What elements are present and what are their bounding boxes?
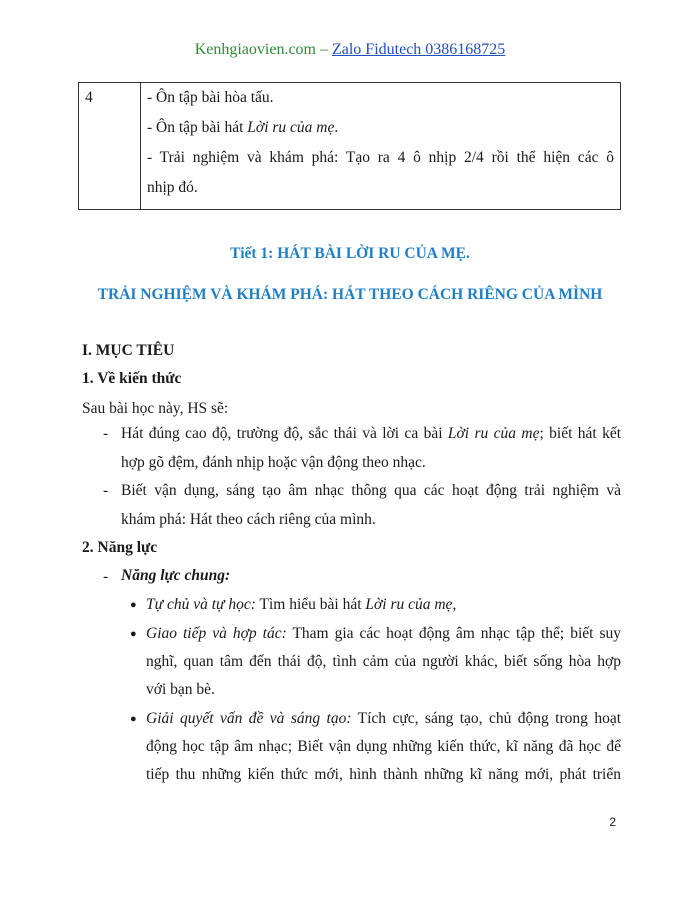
knowledge-item-2-line-2: khám phá: Hát theo cách riêng của mình. [121,511,376,528]
list-item: - Trải nghiệm và khám phá: Tạo ra 4 ô nhịp 2/4 rồi thể hiện các ô [147,149,614,166]
bullet-icon: ● [130,713,137,725]
competence-item-3-line-3: tiếp thu những kiến thức mới, hình thành những kĩ năng mới, phát triển [146,766,621,783]
activity-title: TRẢI NGHIỆM VÀ KHÁM PHÁ: HÁT THEO CÁCH RIÊNG CỦA MÌNH [97,286,603,303]
competence-item-3-line-1: Giải quyết vấn đề và sáng tạo: Tích cực, sáng tạo, chủ động trong hoạt [146,710,622,727]
competence-item-3-line-2: động học tập âm nhạc; Biết vận dụng những kiến thức, kĩ năng đã học để [146,738,621,755]
header-contact-link[interactable]: Zalo Fidutech 0386168725 [331,41,506,58]
dash-marker: - [103,568,109,585]
header-separator: – [319,41,328,58]
table-row [79,83,621,210]
knowledge-item-1-line-1: Hát đúng cao độ, trường độ, sắc thái và lời ca bài Lời ru của mẹ; biết hát kết [121,425,622,442]
list-item: nhịp đó. [147,179,198,196]
dash-marker: - [103,482,109,499]
subheading-competence: 2. Năng lực [82,539,158,556]
period-content [141,83,621,210]
competence-item-1: Tự chủ và tự học: Tìm hiểu bài hát Lời ru của mẹ, [146,596,457,613]
competence-item-2-line-3: với bạn bè. [146,681,215,698]
general-competence-label: Năng lực chung: [121,567,231,584]
bullet-icon: ● [130,599,137,611]
dash-marker: - [103,425,109,442]
header-site: Kenhgiaovien.com [194,41,316,58]
competence-item-2-line-2: nghĩ, quan tâm đến thái độ, tình cảm của người khác, biết sống hòa hợp [146,653,621,670]
subheading-knowledge: 1. Về kiến thức [82,370,182,387]
bullet-icon: ● [130,628,137,640]
period-number: 4 [79,83,141,210]
lesson-title: Tiết 1: HÁT BÀI LỜI RU CỦA MẸ. [230,245,470,262]
lesson-plan-table [78,82,621,210]
page-number: 2 [609,815,616,829]
knowledge-item-2-line-1: Biết vận dụng, sáng tạo âm nhạc thông qua các hoạt động trải nghiệm và [121,482,621,499]
list-item: - Ôn tập bài hát Lời ru của mẹ. [147,119,339,136]
intro-text: Sau bài học này, HS sẽ: [82,400,229,417]
list-item: - Ôn tập bài hòa tấu. [147,89,274,106]
knowledge-item-1-line-2: hợp gõ đệm, đánh nhịp hoặc vận động theo nhạc. [121,454,426,471]
competence-item-2-line-1: Giao tiếp và hợp tác: Tham gia các hoạt động âm nhạc tập thể; biết suy [146,625,621,642]
page-header [0,41,700,59]
section-heading-objectives: I. MỤC TIÊU [82,342,175,359]
